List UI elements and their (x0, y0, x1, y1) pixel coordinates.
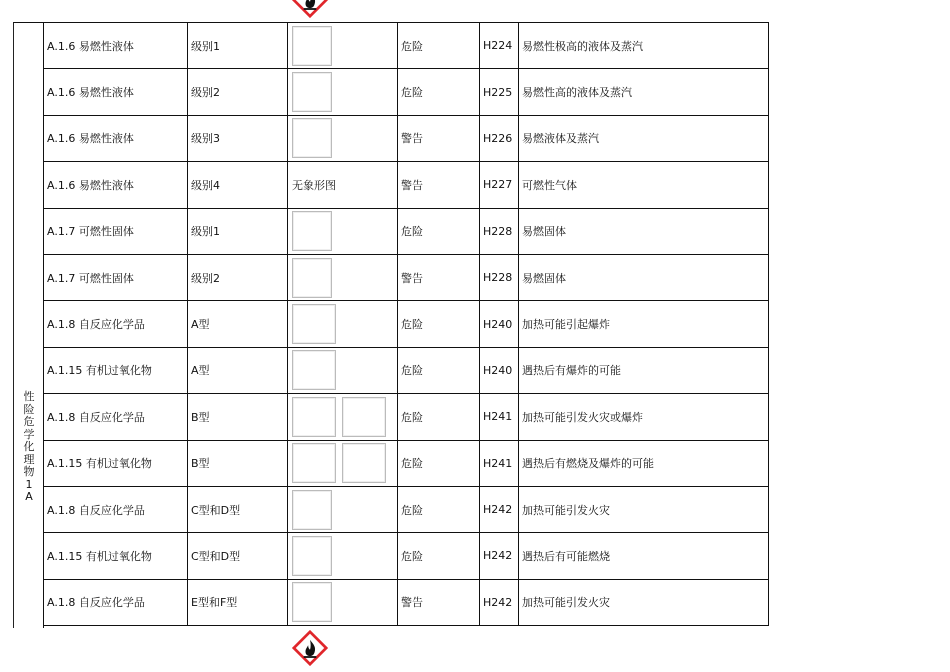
side-label-char: 险 (23, 402, 35, 416)
table-row (44, 441, 769, 487)
pictogram-placeholder-icon (292, 118, 332, 158)
hazard-classification-table (13, 22, 769, 628)
signal-word-cell: 警告 (398, 580, 480, 625)
no-pictogram-text: 无象形图 (292, 178, 336, 192)
ghs-flame-pictogram-icon (292, 630, 328, 666)
pictogram-cell (288, 255, 398, 300)
table-row (44, 580, 769, 626)
pictogram-placeholder-icon (292, 443, 336, 483)
hazard-statement-cell: 易燃固体 (519, 209, 769, 254)
hazard-statement-cell: 加热可能引发火灾 (519, 580, 769, 625)
classification-cell: A.1.8 自反应化学品 (44, 580, 188, 625)
category-cell: 级别2 (188, 255, 288, 300)
pictogram-placeholder-icon (292, 536, 332, 576)
ghs-flame-pictogram-icon (292, 0, 328, 18)
table-row (44, 209, 769, 255)
hazard-statement-cell: 遇热后有爆炸的可能 (519, 348, 769, 393)
category-cell: C型和D型 (188, 487, 288, 532)
classification-cell: A.1.6 易燃性液体 (44, 116, 188, 161)
classification-cell: A.1.15 有机过氧化物 (44, 441, 188, 486)
hazard-statement-cell: 易燃液体及蒸汽 (519, 116, 769, 161)
table-body (44, 23, 769, 626)
hazard-statement-cell: 遇热后有燃烧及爆炸的可能 (519, 441, 769, 486)
signal-word-cell: 警告 (398, 116, 480, 161)
pictogram-placeholder-icon (292, 211, 332, 251)
pictogram-cell (288, 580, 398, 625)
category-cell: 级别1 (188, 209, 288, 254)
h-code-cell: H241 (480, 441, 519, 486)
h-code-cell: H240 (480, 348, 519, 393)
table-row (44, 301, 769, 347)
side-category-column (14, 23, 44, 628)
pictogram-placeholder-icon (342, 443, 386, 483)
classification-cell: A.1.6 易燃性液体 (44, 69, 188, 114)
h-code-cell: H242 (480, 580, 519, 625)
pictogram-placeholder-icon (292, 397, 336, 437)
side-label-char: 学 (23, 427, 35, 441)
signal-word-cell: 危险 (398, 209, 480, 254)
side-label-char: 理 (23, 452, 35, 466)
category-cell: E型和F型 (188, 580, 288, 625)
side-label-char: 危 (23, 415, 35, 428)
signal-word-cell: 警告 (398, 255, 480, 300)
pictogram-placeholder-icon (292, 26, 332, 66)
h-code-cell: H224 (480, 23, 519, 68)
pictogram-cell (288, 23, 398, 68)
h-code-cell: H240 (480, 301, 519, 346)
category-cell: C型和D型 (188, 533, 288, 578)
pictogram-cell (288, 209, 398, 254)
hazard-statement-cell: 加热可能引发火灾或爆炸 (519, 394, 769, 439)
hazard-statement-cell: 易燃固体 (519, 255, 769, 300)
hazard-statement-cell: 加热可能引起爆炸 (519, 301, 769, 346)
pictogram-placeholder-icon (292, 350, 336, 390)
category-cell: A型 (188, 301, 288, 346)
hazard-statement-cell: 可燃性气体 (519, 162, 769, 207)
side-label-char: A (25, 490, 33, 503)
pictogram-cell (288, 441, 398, 486)
table-row (44, 116, 769, 162)
h-code-cell: H242 (480, 487, 519, 532)
table-row (44, 69, 769, 115)
pictogram-placeholder-icon (342, 397, 386, 437)
table-row (44, 487, 769, 533)
h-code-cell: H226 (480, 116, 519, 161)
h-code-cell: H242 (480, 533, 519, 578)
classification-cell: A.1.7 可燃性固体 (44, 209, 188, 254)
table-row (44, 255, 769, 301)
pictogram-placeholder-icon (292, 258, 332, 298)
h-code-cell: H225 (480, 69, 519, 114)
signal-word-cell: 危险 (398, 533, 480, 578)
pictogram-placeholder-icon (292, 72, 332, 112)
category-cell: A型 (188, 348, 288, 393)
h-code-cell: H227 (480, 162, 519, 207)
pictogram-cell (288, 162, 398, 207)
classification-cell: A.1.6 易燃性液体 (44, 162, 188, 207)
classification-cell: A.1.8 自反应化学品 (44, 301, 188, 346)
signal-word-cell: 危险 (398, 441, 480, 486)
side-label-char: 化 (23, 440, 35, 453)
pictogram-placeholder-icon (292, 304, 336, 344)
pictogram-placeholder-icon (292, 490, 332, 530)
signal-word-cell: 危险 (398, 301, 480, 346)
classification-cell: A.1.7 可燃性固体 (44, 255, 188, 300)
signal-word-cell: 警告 (398, 162, 480, 207)
h-code-cell: H241 (480, 394, 519, 439)
side-label-char: 1 (25, 477, 33, 491)
signal-word-cell: 危险 (398, 348, 480, 393)
table-row (44, 394, 769, 440)
category-cell: 级别1 (188, 23, 288, 68)
pictogram-cell (288, 116, 398, 161)
classification-cell: A.1.15 有机过氧化物 (44, 533, 188, 578)
table-row (44, 23, 769, 69)
category-cell: B型 (188, 441, 288, 486)
category-cell: 级别3 (188, 116, 288, 161)
signal-word-cell: 危险 (398, 394, 480, 439)
category-cell: 级别4 (188, 162, 288, 207)
signal-word-cell: 危险 (398, 23, 480, 68)
signal-word-cell: 危险 (398, 69, 480, 114)
hazard-statement-cell: 易燃性高的液体及蒸汽 (519, 69, 769, 114)
table-row (44, 162, 769, 208)
table-row (44, 348, 769, 394)
category-cell: B型 (188, 394, 288, 439)
h-code-cell: H228 (480, 209, 519, 254)
side-label-char: 性 (23, 390, 35, 403)
side-label-char: 物 (23, 465, 35, 478)
hazard-statement-cell: 遇热后有可能燃烧 (519, 533, 769, 578)
category-cell: 级别2 (188, 69, 288, 114)
table-row (44, 533, 769, 579)
classification-cell: A.1.8 自反应化学品 (44, 394, 188, 439)
hazard-statement-cell: 易燃性极高的液体及蒸汽 (519, 23, 769, 68)
pictogram-cell (288, 487, 398, 532)
pictogram-cell (288, 533, 398, 578)
classification-cell: A.1.15 有机过氧化物 (44, 348, 188, 393)
pictogram-placeholder-icon (292, 582, 332, 622)
signal-word-cell: 危险 (398, 487, 480, 532)
pictogram-cell (288, 69, 398, 114)
classification-cell: A.1.8 自反应化学品 (44, 487, 188, 532)
pictogram-cell (288, 348, 398, 393)
hazard-statement-cell: 加热可能引发火灾 (519, 487, 769, 532)
pictogram-cell (288, 301, 398, 346)
pictogram-cell (288, 394, 398, 439)
h-code-cell: H228 (480, 255, 519, 300)
side-category-label (14, 391, 44, 504)
classification-cell: A.1.6 易燃性液体 (44, 23, 188, 68)
